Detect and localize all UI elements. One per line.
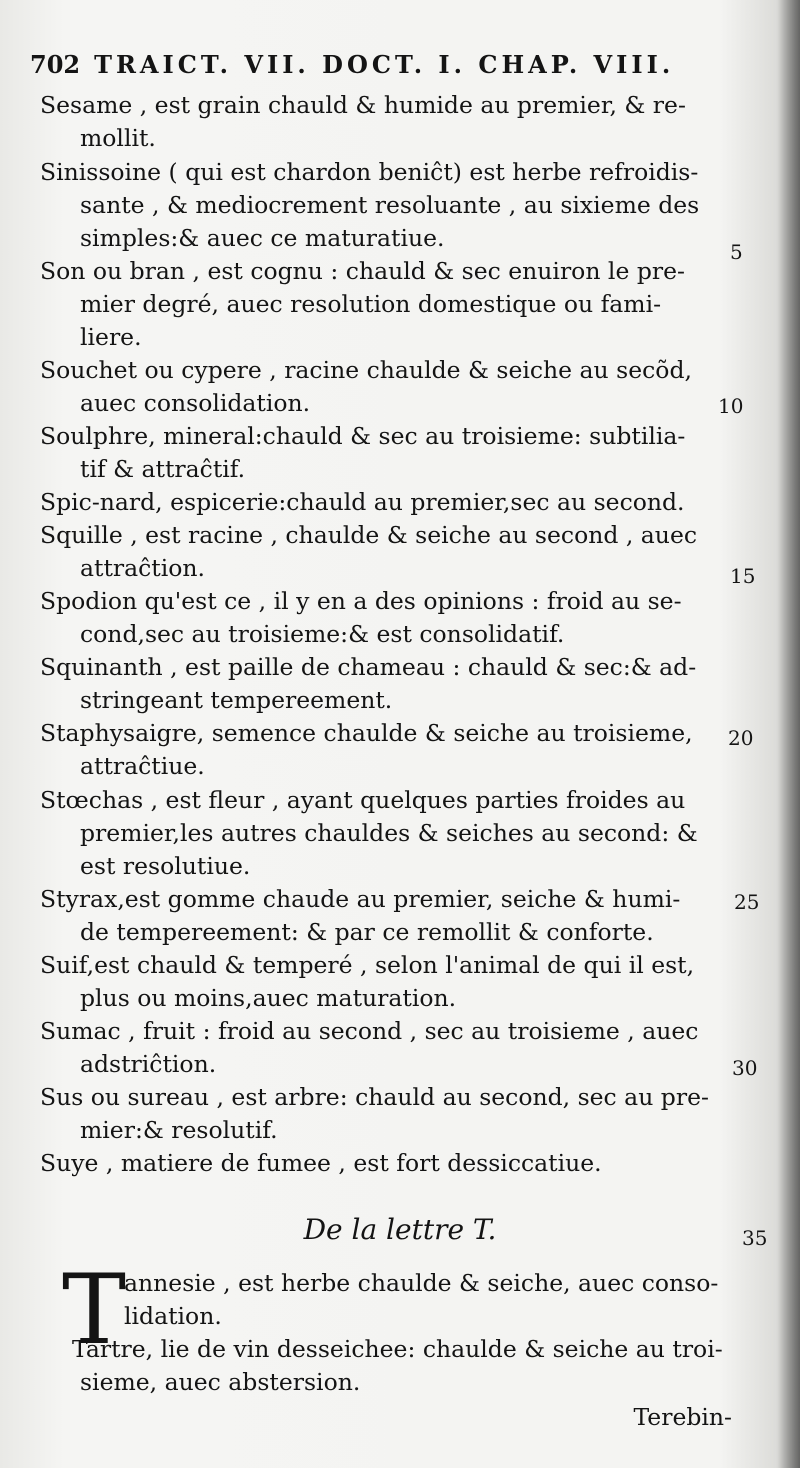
line-number: 35 bbox=[742, 1226, 768, 1250]
entry-line: Soulphre, mineral:chauld & sec au troisieme: subtilia- bbox=[40, 422, 686, 450]
page-number: 702 bbox=[30, 50, 81, 79]
entry-line: mollit. bbox=[80, 124, 156, 152]
entry-line: simples:& auec ce maturatiue. bbox=[80, 224, 445, 252]
entry-line: attraĉtion. bbox=[80, 554, 206, 582]
entry-line: Staphysaigre, semence chaulde & seiche au troisieme, bbox=[40, 719, 693, 747]
entry-line: Suif,est chauld & temperé , selon l'animal de qui il est, bbox=[40, 951, 695, 979]
entry-line: sante , & mediocrement resoluante , au sixieme des bbox=[80, 191, 700, 219]
line-number: 25 bbox=[734, 890, 760, 914]
entry-line: tif & attraĉtif. bbox=[80, 455, 246, 483]
drop-cap: T bbox=[62, 1254, 127, 1366]
entry-line: de tempereement: & par ce remollit & conforte. bbox=[80, 918, 654, 946]
entry-line: Stœchas , est fleur , ayant quelques parties froides au bbox=[40, 786, 686, 814]
running-head-title: TRAICT. VII. DOCT. I. CHAP. VIII. bbox=[94, 50, 675, 79]
entry-line: mier:& resolutif. bbox=[80, 1116, 278, 1144]
entry-line: Sinissoine ( qui est chardon beniĉt) est herbe refroidis- bbox=[40, 158, 699, 186]
entry-line: plus ou moins,auec maturation. bbox=[80, 984, 457, 1012]
entry-line: Sesame , est grain chauld & humide au premier, & re- bbox=[40, 91, 686, 119]
line-number: 20 bbox=[728, 726, 754, 750]
entry-line: Son ou bran , est cognu : chauld & sec enuiron le pre- bbox=[40, 257, 685, 285]
section-title: De la lettre T. bbox=[303, 1213, 497, 1246]
entry-line: Spic-nard, espicerie:chauld au premier,sec au second. bbox=[40, 488, 685, 516]
entry-line: stringeant tempereement. bbox=[80, 686, 393, 714]
entry-line: mier degré, auec resolution domestique ou fami- bbox=[80, 290, 662, 318]
entry-line: cond,sec au troisieme:& est consolidatif. bbox=[80, 620, 565, 648]
entry-line: Tartre, lie de vin desseichee: chaulde & seiche au troi- bbox=[72, 1335, 723, 1363]
entry-line: Souchet ou cypere , racine chaulde & seiche au secõd, bbox=[40, 356, 692, 384]
entry-line: Squille , est racine , chaulde & seiche au second , auec bbox=[40, 521, 698, 549]
entry-line: premier,les autres chauldes & seiches au second: & bbox=[80, 819, 698, 847]
entry-line: Squinanth , est paille de chameau : chauld & sec:& ad- bbox=[40, 653, 697, 681]
line-number: 15 bbox=[730, 564, 756, 588]
entry-line: auec consolidation. bbox=[80, 389, 311, 417]
entry-line: est resolutiue. bbox=[80, 852, 251, 880]
entry-line: lidation. bbox=[124, 1302, 222, 1330]
entry-line: Suye , matiere de fumee , est fort dessiccatiue. bbox=[40, 1149, 602, 1177]
entry-line: adstriĉtion. bbox=[80, 1050, 217, 1078]
entry-line: Spodion qu'est ce , il y en a des opinions : froid au se- bbox=[40, 587, 682, 615]
line-number: 5 bbox=[730, 240, 743, 264]
running-head bbox=[30, 50, 674, 90]
catchword: Terebin- bbox=[633, 1403, 732, 1431]
entry-line: Sus ou sureau , est arbre: chauld au second, sec au pre- bbox=[40, 1083, 709, 1111]
entry-line: sieme, auec abstersion. bbox=[80, 1368, 361, 1396]
line-number: 30 bbox=[732, 1056, 758, 1080]
entry-line: Sumac , fruit : froid au second , sec au troisieme , auec bbox=[40, 1017, 699, 1045]
line-number: 10 bbox=[718, 394, 744, 418]
entry-line: Styrax,est gomme chaude au premier, seiche & humi- bbox=[40, 885, 681, 913]
entry-line: liere. bbox=[80, 323, 142, 351]
entry-line: attraĉtiue. bbox=[80, 752, 205, 780]
entry-line: annesie , est herbe chaulde & seiche, auec conso- bbox=[124, 1269, 719, 1297]
